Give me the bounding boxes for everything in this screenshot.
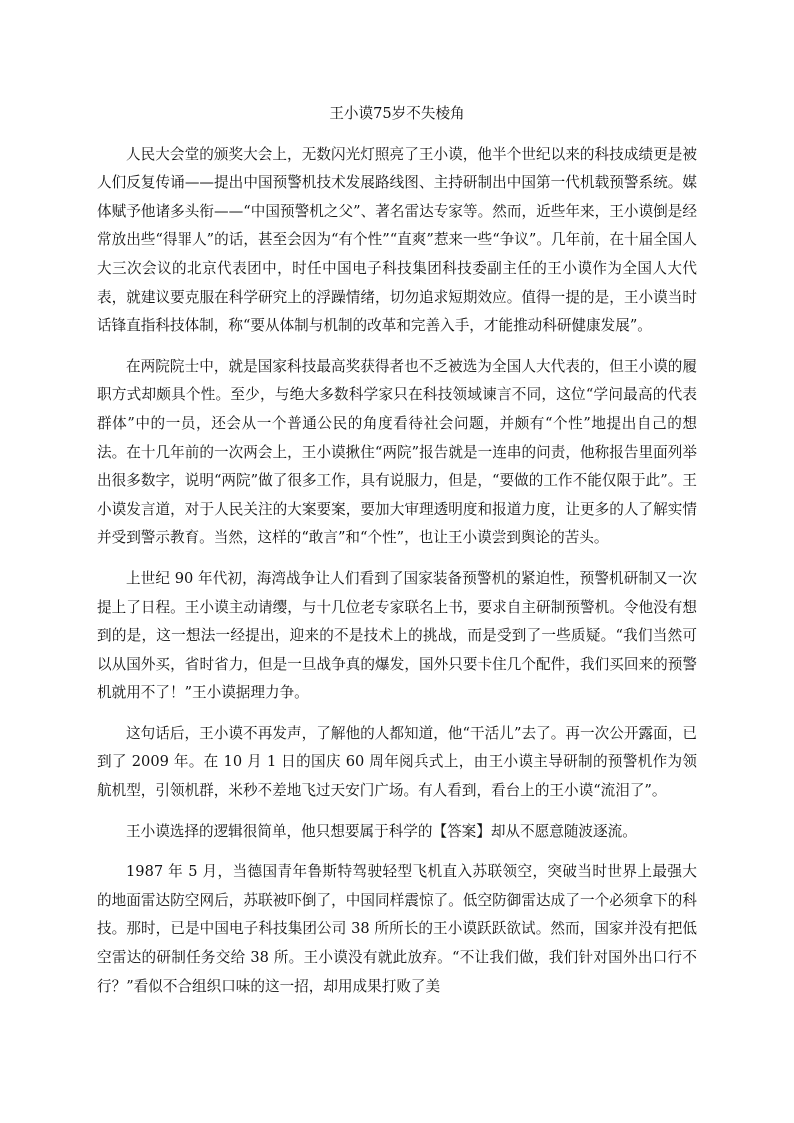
paragraph-4: 这句话后，王小谟不再发声，了解他的人都知道，他“干活儿”去了。再一次公开露面，已到了 2009 年。在 10 月 1 日的国庆 60 周年阅兵式上，由王小谟主导研制的预警机作为领航机型，引领机群，米秒不差地飞过天安门广场。有人看到，看台上的王小谟“流泪了”。	[97, 724, 697, 800]
paragraph-2: 在两院院士中，就是国家科技最高奖获得者也不乏被选为全国人大代表的，但王小谟的履职方式却颇具个性。至少，与绝大多数科学家只在科技领域谏言不同，这位“学问最高的代表群体”中的一员，还会从一个普通公民的角度看待社会问题，并颇有“个性”地提出自己的想法。在十几年前的一次两会上，王小谟揪住“两院”报告就是一连串的问责，他称报告里面列举出很多数字，说明“两院”做了很多工作，具有说服力，但是，“要做的工作不能仅限于此”。王小谟发言道，对于人民关注的大案要案，要加大审理透明度和报道力度，让更多的人了解实情并受到警示教育。当然，这样的“敢言”和“个性”，也让王小谟尝到舆论的苦头。	[97, 357, 697, 547]
paragraph-3: 上世纪 90 年代初，海湾战争让人们看到了国家装备预警机的紧迫性，预警机研制又一次提上了日程。王小谟主动请缨，与十几位老专家联名上书，要求自主研制预警机。令他没有想到的是，这一想法一经提出，迎来的不是技术上的挑战，而是受到了一些质疑。“我们当然可以从国外买，省时省力，但是一旦战争真的爆发，国外只要卡住几个配件，我们买回来的预警机就用不了！”王小谟据理力争。	[97, 569, 697, 702]
paragraph-6: 1987 年 5 月，当德国青年鲁斯特驾驶轻型飞机直入苏联领空，突破当时世界上最强大的地面雷达防空网后，苏联被吓倒了，中国同样震惊了。低空防御雷达成了一个必须拿下的科技。那时，已是中国电子科技集团公司 38 所所长的王小谟跃跃欲试。然而，国家并没有把低空雷达的研制任务交给 38 所。王小谟没有就此放弃。“不让我们做，我们针对国外出口行不行？”看似不合组织口味的这一招，却用成果打败了美	[97, 863, 697, 995]
paragraph-5: 王小谟选择的逻辑很简单，他只想要属于科学的【答案】却从不愿意随波逐流。	[126, 822, 637, 840]
document-body	[97, 100, 697, 1013]
document-title: 王小谟75岁不失棱角	[329, 105, 465, 122]
paragraph-1: 人民大会堂的颁奖大会上，无数闪光灯照亮了王小谟，他半个世纪以来的科技成绩更是被人们反复传诵——提出中国预警机技术发展路线图、主持研制出中国第一代机载预警系统。媒体赋予他诸多头衔——“中国预警机之父”、著名雷达专家等。然而，近些年来，王小谟倒是经常放出些“得罪人”的话，甚至会因为“有个性”“直爽”惹来一些“争议”。几年前，在十届全国人大三次会议的北京代表团中，时任中国电子科技集团科技委副主任的王小谟作为全国人大代表，就建议要克服在科学研究上的浮躁情绪，切勿追求短期效应。值得一提的是，王小谟当时话锋直指科技体制，称“要从体制与机制的改革和完善入手，才能推动科研健康发展”。	[97, 145, 697, 335]
